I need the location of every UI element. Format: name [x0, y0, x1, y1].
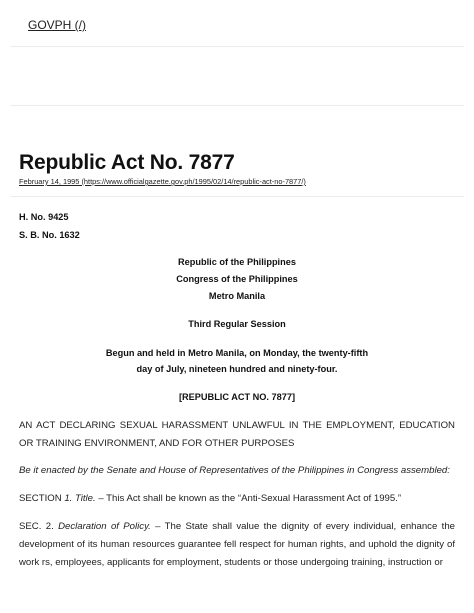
publication-date-link[interactable]: February 14, 1995 (https://www.officialgazette.gov.ph/1995/02/14/republic-act-no-7877/): [19, 177, 306, 186]
act-number-heading: [REPUBLIC ACT NO. 7877]: [178, 392, 296, 402]
section-2-label: SEC. 2.: [19, 521, 59, 532]
session-heading: Third Regular Session: [188, 319, 286, 329]
republic-heading: Republic of the Philippines: [178, 257, 296, 267]
section-1-label: SECTION: [19, 493, 65, 504]
section-2-text: – The State shall value the dignity of every individual, enhance the development of its human resources guarantee fell respect for human rights, and uphold the dignity of work rs, employees, applicants for employment, students or those undergoing training, instruction or: [19, 521, 455, 568]
session-date-line-2: day of July, nineteen hundred and ninety-four.: [136, 364, 338, 374]
govph-home-link[interactable]: GOVPH (/): [28, 18, 87, 32]
section-1-heading: 1. Title.: [64, 493, 96, 504]
congress-heading: Congress of the Philippines: [176, 274, 298, 284]
header-divider: [10, 46, 464, 47]
section-2: [19, 518, 455, 572]
section-1-text: – This Act shall be known as the “Anti-Sexual Harassment Act of 1995.”: [95, 493, 402, 504]
senate-bill-number: S. B. No. 1632: [19, 230, 80, 240]
section-2-heading: Declaration of Policy.: [58, 521, 151, 532]
session-date-line-1: Begun and held in Metro Manila, on Monday, the twenty-fifth: [105, 348, 369, 358]
enacting-clause: Be it enacted by the Senate and House of Representatives of the Philippines in Congress assembled:: [19, 465, 450, 476]
title-divider: [10, 196, 464, 197]
house-bill-number: H. No. 9425: [19, 212, 69, 222]
banner-divider: [10, 105, 464, 106]
place-heading: Metro Manila: [208, 291, 266, 301]
section-1: [19, 490, 455, 508]
page-title: Republic Act No. 7877: [19, 151, 235, 174]
top-navigation-bar: [0, 0, 474, 46]
act-title: AN ACT DECLARING SEXUAL HARASSMENT UNLAWFUL IN THE EMPLOYMENT, EDUCATION OR TRAINING ENVIRONMENT, AND FOR OTHER PURPOSES: [19, 420, 455, 449]
